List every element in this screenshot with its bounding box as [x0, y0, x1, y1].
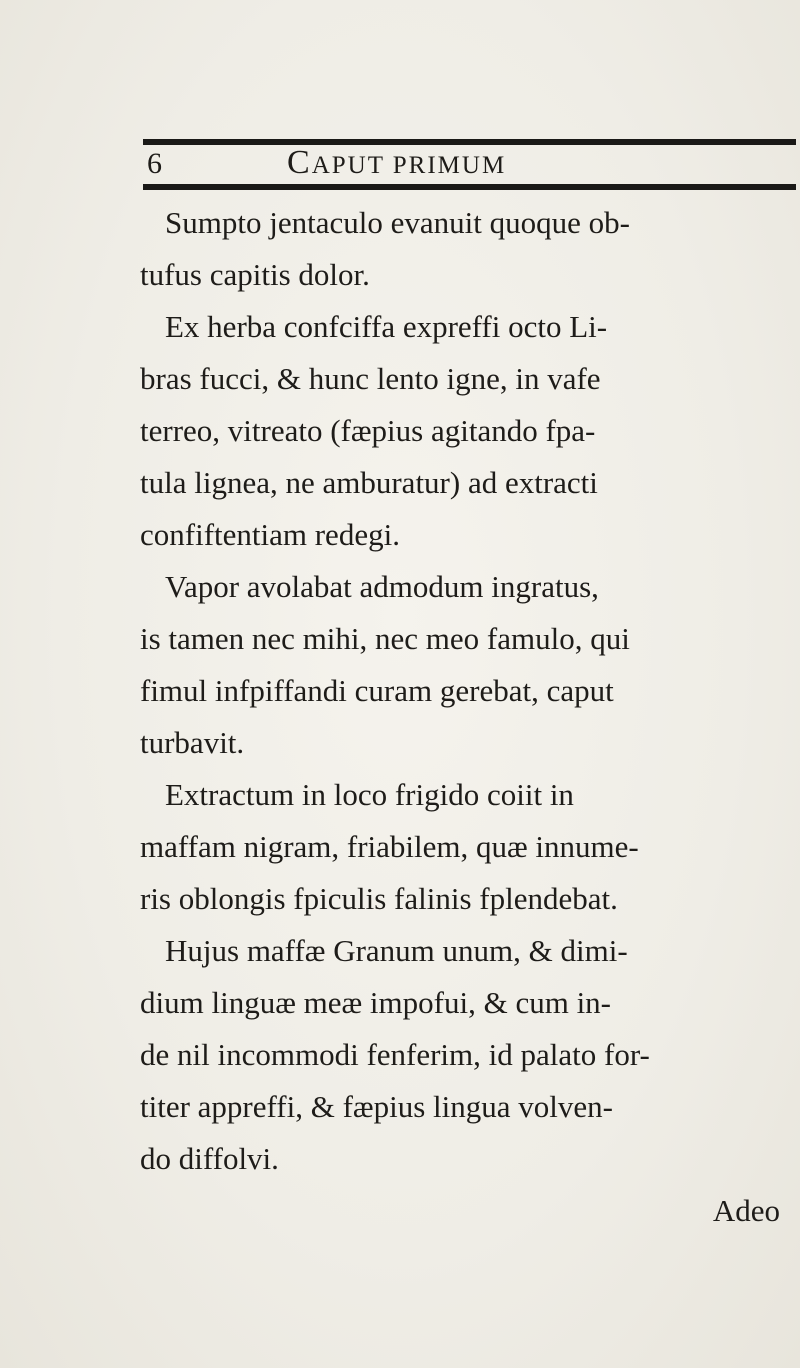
text-line: fimul infpiffandi curam gerebat, caput	[140, 673, 614, 708]
text-line: titer appreffi, & fæpius lingua volven-	[140, 1089, 613, 1124]
text-line: Sumpto jentaculo evanuit quoque ob-	[165, 205, 630, 240]
catchword: Adeo	[712, 1193, 780, 1228]
text-line: dium linguæ meæ impofui, & cum in-	[140, 985, 612, 1020]
text-line: tula lignea, ne amburatur) ad extracti	[140, 465, 598, 500]
text-line: Extractum in loco frigido coiit in	[165, 777, 574, 812]
running-head	[287, 144, 506, 185]
text-line: Ex herba confciffa expreffi octo Li-	[165, 309, 608, 344]
text-line: ris oblongis fpiculis falinis fplendebat.	[140, 881, 618, 916]
text-line: Vapor avolabat admodum ingratus,	[165, 569, 599, 604]
text-line: tufus capitis dolor.	[140, 257, 370, 292]
body-text	[140, 197, 780, 1237]
text-line: de nil incommodi fenferim, id palato for-	[140, 1037, 650, 1072]
text-line: do diffolvi.	[140, 1141, 279, 1176]
text-line: turbavit.	[140, 725, 245, 760]
text-line: terreo, vitreato (fæpius agitando fpa-	[140, 413, 596, 448]
text-line: is tamen nec mihi, nec meo famulo, qui	[140, 621, 630, 656]
text-line: confiftentiam redegi.	[140, 517, 400, 552]
header-rule-bottom	[143, 184, 796, 190]
page-number: 6	[147, 147, 162, 180]
running-head-rest: APUT PRIMUM	[311, 152, 507, 179]
text-line: Hujus maffæ Granum unum, & dimi-	[165, 933, 628, 968]
text-line: bras fucci, & hunc lento igne, in vafe	[140, 361, 601, 396]
text-line: maffam nigram, friabilem, quæ innume-	[140, 829, 639, 864]
running-head-initial: C	[287, 144, 312, 181]
